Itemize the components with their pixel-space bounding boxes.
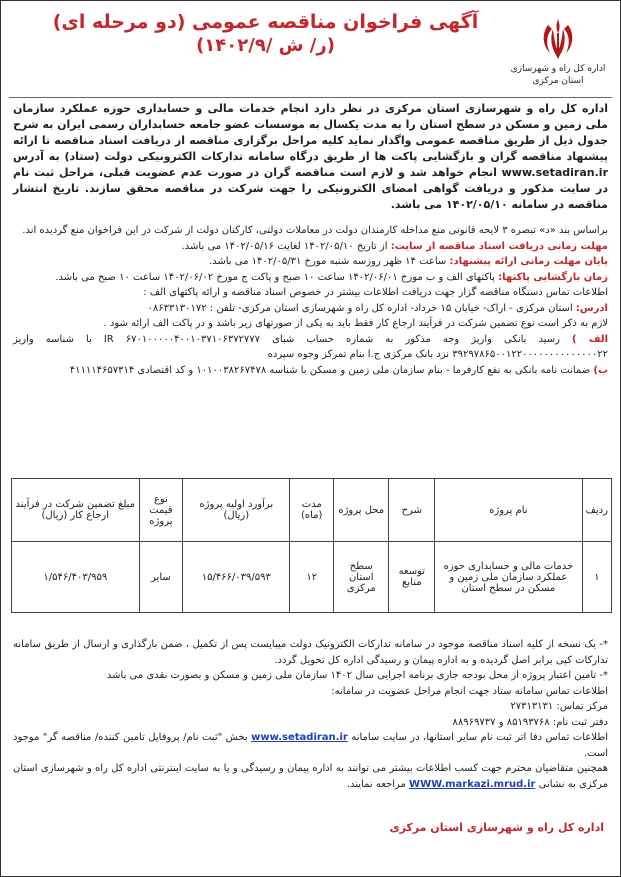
header-divider	[9, 97, 612, 98]
doc-deadline	[13, 239, 608, 255]
footer-other-provinces-text: اطلاعات تماس دفا اتر ثبت نام سایر استانها، در سایت سامانه	[351, 732, 608, 743]
footer-other-provinces	[13, 730, 608, 761]
notice-number: (ر/ ش /۱۴۰۲/۹)	[196, 35, 335, 56]
guarantee-note: لازم به ذکر است نوع تضمین شرکت در فرآیند ارجاع کار فقط باید به یکی از صورتهای زیر باشد و در پاکت الف ارائه شود .	[103, 318, 608, 329]
item-a-value: رسید بانکی واریز وجه مذکور به شماره حساب شبای IR ۶۷۰۱۰۰۰۰۰۴۰۰۱۰۳۷۱۰۶۳۷۲۷۷۷ با شناسه واریز ۳۹۲۹۷۸۶۵۰۰۱۲۲۰۰۰۰۰۰۰۰۰۰۰۰۰۰۲۲ نزد بانک مرکزی ج.ا بنام تمرکز وجوه سپرده	[13, 333, 608, 360]
opening-value: پاکتهای الف و ب مورخ ۱۴۰۲/۰۶/۰۱ ساعت ۱۰ صبح و پاکت ج مورخ ۱۴۰۲/۰۶/۰۲ ساعت ۱۰ صبح می باشد.	[55, 271, 495, 283]
table-header-cell: برآورد اولیه پروژه (ریال)	[183, 479, 290, 542]
header	[11, 7, 610, 95]
offer-deadline-value: ساعت ۱۴ ظهر روزسه شنبه مورخ ۱۴۰۲/۰۵/۳۱ می باشد.	[208, 256, 447, 267]
project-table	[11, 478, 612, 613]
contact-intro: اطلاعات تماس دستگاه مناقصه گزار جهت دریافت اطلاعات بیشتر در خصوص اسناد مناقصه و ارائه پاکتهای الف :	[143, 287, 608, 298]
table-row	[12, 542, 612, 613]
footer-note-2: *- تامین اعتبار پروژه از محل بودجه جاری برنامه اجرایی سال ۱۴۰۲ سازمان ملی زمین و مسکن و بصورت نقدی می باشد	[106, 670, 608, 681]
table-cell: خدمات مالی و حسابداری حوزه عملکرد سازمان ملی زمین و مسکن در سطح استان	[435, 542, 582, 613]
signature: اداره کل راه و شهرسازی استان مرکزی	[389, 821, 604, 834]
table-cell: سایر	[139, 542, 183, 613]
intro-paragraph: اداره کل راه و شهرسازی استان مرکزی در نظر دارد انجام خدمات مالی و حسابداری حوزه عملکرد سازمان ملی زمین و مسکن در سطح استان را به مدت یکسال به موسسات عضو جامعه حسابداران رسمی ایران به شرح جدول ذیل از طریق مناقصه عمومی واگذار نماید کلیه مراحل برگزاری مناقصه از دریافت اسناد مناقصه تا ارائه پیشنهاد مناقصه گران و بازگشایی پاکت ها از طریق درگاه سامانه تدارکات الکترونیکی دولت (ستاد) به آدرس www.setadiran.ir انجام خواهد شد و لازم است مناقصه گران در صورت عدم عضویت قبلی، مراحل ثبت نام در سایت مذکور و دریافت گواهی امضای الکترونیکی را جهت شرکت در مناقصه محقق سازند. تاریخ انتشار مناقصه در سامانه ۱۴۰۲/۰۵/۱۰ می باشد.	[13, 102, 608, 211]
org-caption: اداره کل راه و شهرسازی استان مرکزی	[510, 64, 606, 86]
legal-note: براساس بند «د» تبصره ۳ لایحه قانونی منع مداخله کارمندان دولت در معاملات دولتی، کارکنان دولت از شرکت در این فراخوان منع گردیده اند.	[22, 225, 608, 236]
markazi-mrud-link[interactable]: WWW.markazi.mrud.ir	[409, 778, 536, 790]
table-cell: ۱	[582, 542, 611, 613]
table-cell: سطح استان مرکزی	[334, 542, 389, 613]
item-b-label: ب)	[593, 364, 608, 376]
address-line	[13, 301, 608, 317]
table-cell: ۱/۵۴۶/۴۰۳/۹۵۹	[12, 542, 140, 613]
footer-call-center: مرکز تماس: ۲۷۳۱۳۱۳۱	[510, 701, 608, 712]
offer-deadline	[13, 254, 608, 270]
doc-deadline-label: مهلت زمانی دریافت اسناد مناقصه از سایت:	[390, 240, 608, 252]
doc-deadline-value: از تاریخ ۱۴۰۲/۰۵/۱۰ لغایت ۱۴۰۲/۰۵/۱۶ می باشد.	[181, 240, 388, 252]
address-value: استان مرکزی - اراک- خیابان ۱۵ خرداد- اداره کل راه و شهرسازی استان مرکزی- تلفن : ۰۸۶۳۳۱۳۰۱۷۲	[147, 302, 573, 314]
setadiran-link[interactable]: www.setadiran.ir	[251, 732, 348, 743]
notice-title-block	[51, 7, 480, 56]
footer-registration-office: دفتر ثبت نام: ۸۵۱۹۳۷۶۸ و ۸۸۹۶۹۷۳۷	[452, 716, 608, 728]
table-header-cell: ردیف	[582, 479, 611, 542]
footer-more-info-tail: مراجعه نمایند.	[346, 778, 406, 790]
footer-more-info	[13, 761, 608, 792]
logo-box	[510, 15, 606, 87]
item-a	[13, 332, 608, 363]
table-cell: ۱۲	[290, 542, 334, 613]
footer-setad-contact: اطلاعات تماس سامانه ستاد جهت انجام مراحل عضویت در سامانه:	[331, 685, 608, 697]
item-b-value: ضمانت نامه بانکی به نفع کارفرما - بنام سازمان ملی زمین و مسکن با شناسه ۱۰۱۰۰۳۸۲۶۷۴۷۸ و کد اقتصادی ۴۱۱۱۱۴۶۵۷۳۱۴	[69, 364, 591, 376]
offer-deadline-label: پایان مهلت زمانی ارائه پیشنهاد:	[449, 256, 608, 267]
iran-emblem-icon	[534, 15, 582, 63]
table-header-cell: نوع قیمت پروژه	[139, 479, 183, 542]
item-a-label: الف )	[572, 333, 608, 345]
opening-label: زمان بازگشایی پاکتها:	[498, 271, 608, 283]
table-header-cell: مدت (ماه)	[290, 479, 334, 542]
footer-section	[13, 637, 608, 792]
footer-note-1: *- یک نسخه از کلیه اسناد مناقصه موجود در سامانه تدارکات الکترونیک دولت میبایست پس از تکمیل ، ضمن بارگذاری و ارسال از طریق سامانه تدارکات کپی برابر اصل گردیده و به اداره پیمان و رسیدگی اداره کل تحویل گردد.	[13, 639, 608, 666]
footer-more-info-text: همچنین متقاضیان محترم جهت کسب اطلاعات بیشتر می توانند به اداره پیمان و رسیدگی و یا به سایت اینترنتی اداره کل راه و شهرسازی استان مرکزی به نشانی	[13, 763, 608, 790]
footer-other-provinces-tail: بخش "ثبت نام/ پروفایل تامین کننده/ مناقصه گر" موجود است.	[13, 732, 608, 759]
table-cell: ۱۵/۴۶۶/۰۳۹/۵۹۳	[183, 542, 290, 613]
item-b	[13, 363, 608, 379]
table-cell: توسعه منابع	[389, 542, 435, 613]
notice-title: آگهی فراخوان مناقصه عمومی (دو مرحله ای)	[52, 11, 479, 33]
table-header-cell: محل پروژه	[334, 479, 389, 542]
table-header-cell: نام پروژه	[435, 479, 582, 542]
details-section	[13, 223, 608, 378]
address-label: ادرس:	[575, 302, 608, 314]
opening-time	[13, 270, 608, 286]
table-header-cell: شرح	[389, 479, 435, 542]
table-header-row	[12, 479, 612, 542]
table-header-cell: مبلغ تضمین شرکت در فرآیند ارجاع کار (ریال)	[12, 479, 140, 542]
